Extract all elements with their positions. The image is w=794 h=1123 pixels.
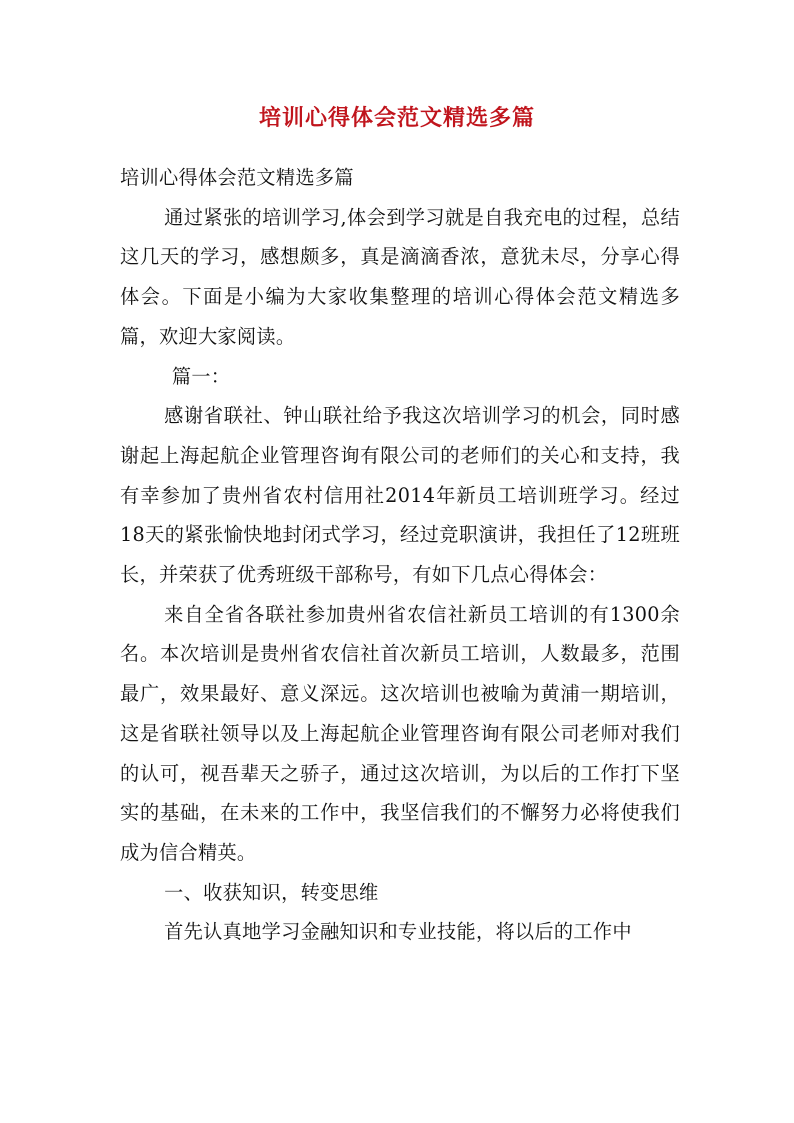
document-body bbox=[120, 158, 680, 952]
knowledge-paragraph: 首先认真地学习金融知识和专业技能，将以后的工作中 bbox=[164, 920, 632, 944]
thanks-paragraph: 感谢省联社、钟山联社给予我这次培训学习的机会，同时感谢起上海起航企业管理咨询有限公司的老师们的关心和支持，我有幸参加了贵州省农村信用社2014年新员工培训班学习。经过18天的紧张愉快地封闭式学习，经过竞职演讲，我担任了12班班长，并荣获了优秀班级干部称号，有如下几点心得体会： bbox=[120, 404, 680, 587]
document-title: 培训心得体会范文精选多篇 bbox=[258, 105, 535, 131]
intro-paragraph: 通过紧张的培训学习,体会到学习就是自我充电的过程，总结这几天的学习，感想颇多，真是滴滴香浓，意犹未尽，分享心得体会。下面是小编为大家收集整理的培训心得体会范文精选多篇，欢迎大家阅读。 bbox=[120, 205, 680, 348]
section-heading-part-one: 篇一： bbox=[171, 364, 231, 388]
training-overview-paragraph: 来自全省各联社参加贵州省农信社新员工培训的有1300余名。本次培训是贵州省农信社首次新员工培训，人数最多，范围最广，效果最好、意义深远。这次培训也被喻为黄浦一期培训，这是省联社领导以及上海起航企业管理咨询有限公司老师对我们的认可，视吾辈天之骄子，通过这次培训，为以后的工作打下坚实的基础，在未来的工作中，我坚信我们的不懈努力必将使我们成为信合精英。 bbox=[120, 602, 680, 864]
subtitle-paragraph: 培训心得体会范文精选多篇 bbox=[120, 166, 354, 189]
section-heading-knowledge: 一、收获知识，转变思维 bbox=[164, 880, 379, 904]
